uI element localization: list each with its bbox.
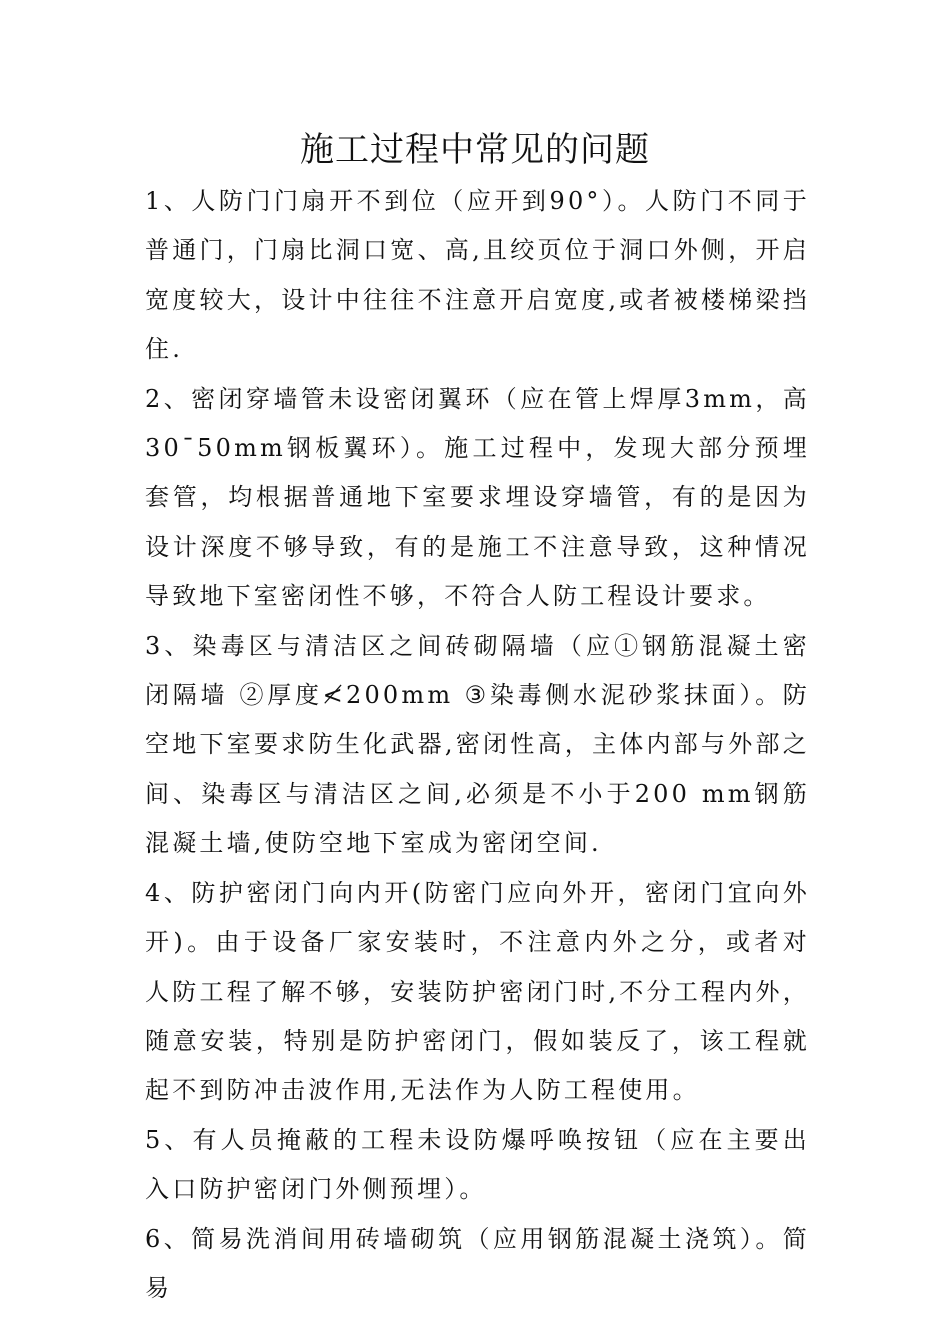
paragraph-6: 6、简易洗消间用砖墙砌筑（应用钢筋混凝土浇筑）。简易 xyxy=(145,1224,810,1302)
paragraph-2: 2、密闭穿墙管未设密闭翼环（应在管上焊厚3mm，高30¯50mm钢板翼环）。施工过程中，发现大部分预埋套管，均根据普通地下室要求埋设穿墙管，有的是因为设计深度不够导致，有的是施工不注意导致，这种情况导致地下室密闭性不够，不符合人防工程设计要求。 xyxy=(145,384,810,611)
paragraph-4: 4、防护密闭门向内开(防密门应向外开，密闭门宜向外开)。由于设备厂家安装时，不注意内外之分，或者对人防工程了解不够，安装防护密闭门时,不分工程内外，随意安装，特别是防护密闭门，假如装反了，该工程就起不到防冲击波作用,无法作为人防工程使用。 xyxy=(145,878,810,1105)
paragraph-5: 5、有人员掩蔽的工程未设防爆呼唤按钮（应在主要出入口防护密闭门外侧预埋）。 xyxy=(145,1125,810,1204)
paragraph-1: 1、人防门门扇开不到位（应开到90°）。人防门不同于普通门，门扇比洞口宽、高,且绞页位于洞口外侧，开启宽度较大，设计中往往不注意开启宽度,或者被楼梯梁挡住. xyxy=(145,187,810,364)
document-title: 施工过程中常见的问题 xyxy=(300,130,650,170)
paragraph-3: 3、染毒区与清洁区之间砖砌隔墙（应①钢筋混凝土密闭隔墙 ②厚度≮200mm ③染毒侧水泥砂浆抹面）。防空地下室要求防生化武器,密闭性高，主体内部与外部之间、染毒区与清洁区之间,必须是不小于200 mm钢筋混凝土墙,使防空地下室成为密闭空间. xyxy=(145,631,810,858)
document-body xyxy=(145,177,810,1313)
